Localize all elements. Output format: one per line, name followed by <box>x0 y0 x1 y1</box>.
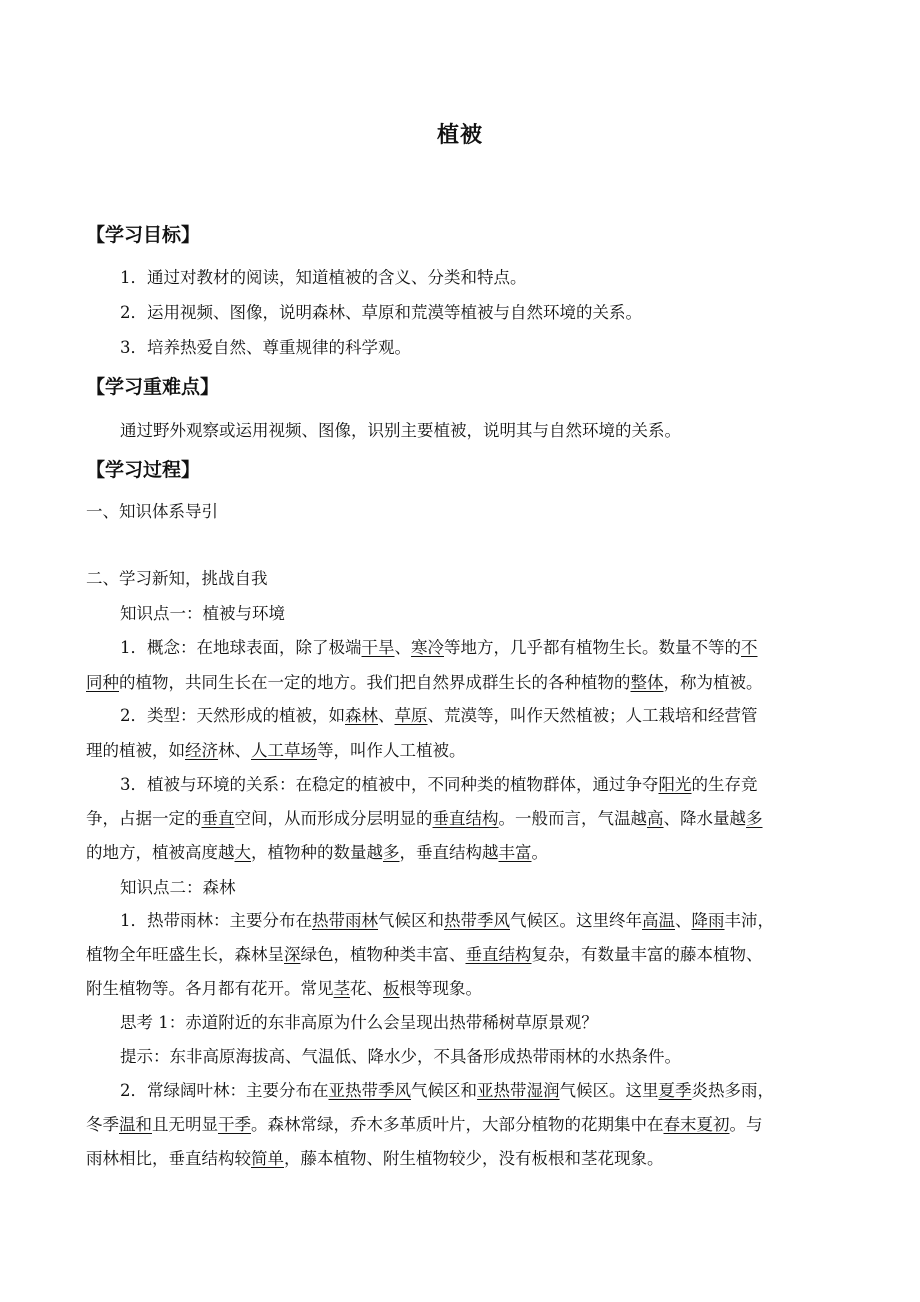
blank-answer: 春末夏初 <box>663 1115 730 1134</box>
p5-line-2: 冬季温和且无明显干季。森林常绿，乔木多革质叶片，大部分植物的花期集中在春末夏初。与 <box>86 1115 763 1134</box>
blank-answer: 夏季 <box>658 1081 692 1100</box>
blank-answer: 干季 <box>218 1115 251 1134</box>
p2-line-2: 理的植被，如经济林、人工草场等，叫作人工植被。 <box>86 741 466 760</box>
think-question-1: 思考 1：赤道附近的东非高原为什么会呈现出热带稀树草原景观？ <box>120 1013 598 1032</box>
blank-answer: 大 <box>234 843 251 862</box>
blank-answer: 热带季风 <box>444 911 510 930</box>
blank-answer: 垂直结构 <box>432 809 499 828</box>
blank-answer: 垂直结构 <box>465 945 532 964</box>
blank-answer: 亚热带湿润 <box>477 1081 560 1100</box>
heading-key-points: 【学习重难点】 <box>86 376 220 398</box>
blank-answer: 亚热带季风 <box>328 1081 411 1100</box>
blank-answer: 简单 <box>251 1149 284 1168</box>
p5-line-1: 2．常绿阔叶林：主要分布在亚热带季风气候区和亚热带湿润气候区。这里夏季炎热多雨， <box>120 1081 774 1100</box>
p3-line-2: 争，占据一定的垂直空间，从而形成分层明显的垂直结构。一般而言，气温越高、降水量越多 <box>86 809 763 828</box>
knowledge-point-1-title: 知识点一：植被与环境 <box>120 604 285 623</box>
blank-answer: 整体 <box>630 673 664 692</box>
p1-line-2: 同种的植物，共同生长在一定的地方。我们把自然界成群生长的各种植物的整体，称为植被。 <box>86 673 763 692</box>
blank-answer: 降雨 <box>691 911 725 930</box>
blank-answer: 阳光 <box>658 775 692 794</box>
goal-item-3: 3．培养热爱自然、尊重规律的科学观。 <box>120 338 411 357</box>
blank-answer: 同种 <box>86 673 119 692</box>
p5-line-3: 雨林相比，垂直结构较简单，藤本植物、附生植物较少，没有板根和茎花现象。 <box>86 1149 664 1168</box>
knowledge-point-2-title: 知识点二：森林 <box>120 878 236 897</box>
page-title: 植被 <box>436 123 483 148</box>
blank-answer: 高温 <box>642 911 675 930</box>
blank-answer: 经济 <box>185 741 218 760</box>
p1-line-1: 1．概念：在地球表面，除了极端干旱、寒冷等地方，几乎都有植物生长。数量不等的不 <box>120 638 758 657</box>
p4-line-1: 1．热带雨林：主要分布在热带雨林气候区和热带季风气候区。这里终年高温、降雨丰沛， <box>120 911 774 930</box>
p4-line-2: 植物全年旺盛生长，森林呈深绿色，植物种类丰富、垂直结构复杂，有数量丰富的藤本植物、 <box>86 945 763 964</box>
p3-line-3: 的地方，植被高度越大，植物种的数量越多，垂直结构越丰富。 <box>86 843 548 862</box>
blank-answer: 多 <box>746 809 763 828</box>
section-1-title: 一、知识体系导引 <box>86 502 218 521</box>
key-points-text: 通过野外观察或运用视频、图像，识别主要植被，说明其与自然环境的关系。 <box>120 421 681 440</box>
blank-answer: 热带雨林 <box>312 911 378 930</box>
blank-answer: 板 <box>383 979 400 998</box>
heading-learning-goals: 【学习目标】 <box>86 224 201 246</box>
blank-answer: 丰富 <box>498 843 532 862</box>
blank-answer: 深 <box>284 945 301 964</box>
p4-line-3: 附生植物等。各月都有花开。常见茎花、板根等现象。 <box>86 979 482 998</box>
blank-answer: 垂直 <box>201 809 235 828</box>
p3-line-1: 3．植被与环境的关系：在稳定的植被中，不同种类的植物群体，通过争夺阳光的生存竞 <box>120 775 758 794</box>
blank-answer: 多 <box>383 843 400 862</box>
blank-answer: 人工草场 <box>251 741 317 760</box>
p2-line-1: 2．类型：天然形成的植被，如森林、草原、荒漠等，叫作天然植被；人工栽培和经营管 <box>120 706 758 725</box>
blank-answer: 干旱 <box>361 638 395 657</box>
goal-item-2: 2．运用视频、图像，说明森林、草原和荒漠等植被与自然环境的关系。 <box>120 303 642 322</box>
blank-answer: 温和 <box>119 1115 152 1134</box>
blank-answer: 寒冷 <box>411 638 444 657</box>
blank-answer: 森林 <box>345 706 378 725</box>
section-2-title: 二、学习新知，挑战自我 <box>86 569 268 588</box>
blank-answer: 茎 <box>333 979 350 998</box>
heading-learning-process: 【学习过程】 <box>86 459 201 481</box>
goal-item-1: 1．通过对教材的阅读，知道植被的含义、分类和特点。 <box>120 268 527 287</box>
blank-answer: 草原 <box>394 706 428 725</box>
hint-1: 提示：东非高原海拔高、气温低、降水少，不具备形成热带雨林的水热条件。 <box>120 1047 681 1066</box>
blank-answer: 不 <box>741 638 758 657</box>
blank-answer: 高 <box>647 809 664 828</box>
